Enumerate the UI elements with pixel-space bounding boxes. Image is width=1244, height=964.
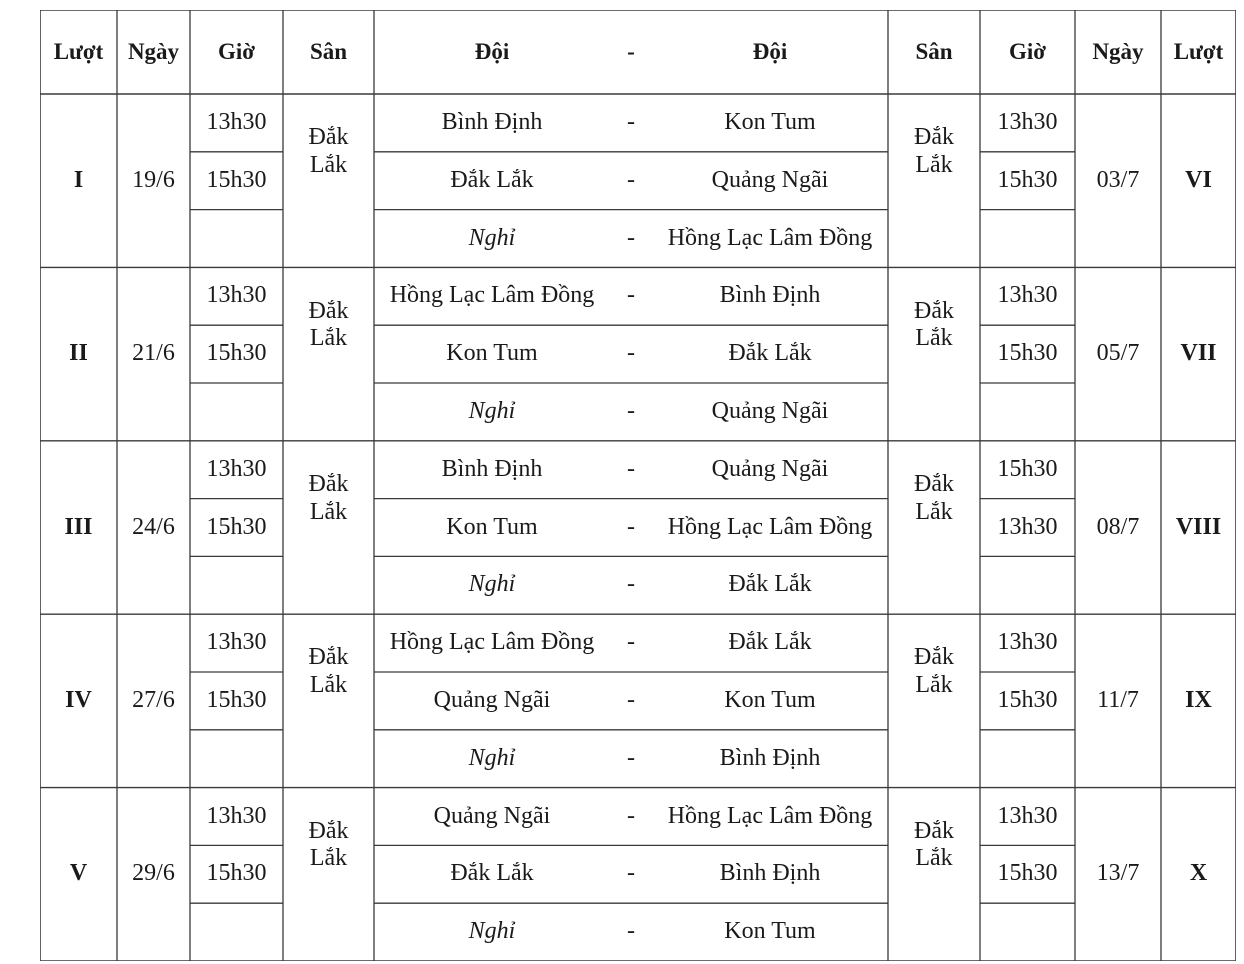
return-round-number: IX — [1185, 687, 1212, 714]
venue-line-2: Lắk — [309, 325, 348, 352]
header-venue: Sân — [309, 38, 348, 64]
round-date: 21/6 — [132, 340, 175, 367]
venue — [283, 441, 374, 557]
return-date: 03/7 — [1096, 166, 1140, 193]
match-dash: - — [627, 166, 635, 193]
venue-return-line-1: Đắk — [914, 471, 954, 497]
match-dash: - — [627, 224, 635, 251]
match-dash: - — [627, 571, 635, 598]
round-date: 27/6 — [132, 687, 175, 714]
venue-return — [888, 788, 980, 904]
home-team: Hồng Lạc Lâm Đồng — [389, 282, 595, 309]
round-number: V — [69, 860, 88, 887]
away-team: Bình Định — [719, 860, 821, 887]
return-time: 13h30 — [997, 109, 1058, 136]
rest-label: Nghỉ — [468, 744, 516, 771]
home-team: Kon Tum — [446, 513, 538, 540]
match-dash: - — [627, 744, 635, 771]
venue — [283, 94, 374, 210]
venue-line-2: Lắk — [309, 671, 348, 698]
venue-line-2: Lắk — [309, 498, 348, 525]
away-team: Quảng Ngãi — [711, 455, 829, 482]
venue-return-line-2: Lắk — [915, 498, 953, 525]
match-time: 13h30 — [206, 109, 267, 136]
match-dash: - — [627, 860, 635, 887]
return-time: 13h30 — [997, 513, 1058, 540]
venue — [283, 614, 374, 730]
venue-line-1: Đắk — [308, 644, 349, 671]
return-date: 08/7 — [1096, 513, 1140, 540]
return-time — [980, 903, 1075, 961]
match-dash: - — [627, 918, 635, 945]
venue-return — [888, 267, 980, 383]
venue-return-line-2: Lắk — [915, 845, 953, 872]
return-time: 13h30 — [997, 282, 1058, 309]
venue-line-1: Đắk — [308, 297, 349, 324]
return-time — [980, 210, 1075, 268]
match-dash: - — [627, 513, 635, 540]
venue-return-line-1: Đắk — [914, 297, 954, 324]
match-time: 13h30 — [206, 282, 267, 309]
home-team: Bình Định — [441, 109, 543, 136]
home-team: Kon Tum — [446, 340, 538, 367]
away-team: Kon Tum — [724, 687, 816, 714]
resting-team: Kon Tum — [724, 918, 816, 945]
header-team-away: Đội — [752, 38, 788, 64]
return-time — [980, 383, 1075, 441]
return-time: 15h30 — [997, 455, 1058, 482]
resting-team: Hồng Lạc Lâm Đồng — [667, 224, 873, 251]
venue-line-1: Đắk — [308, 817, 349, 844]
return-time: 15h30 — [997, 166, 1058, 193]
away-team: Hồng Lạc Lâm Đồng — [667, 513, 873, 540]
return-round-number: VI — [1185, 166, 1212, 193]
header-time-return: Giờ — [1008, 38, 1046, 64]
venue-return-line-1: Đắk — [914, 644, 954, 671]
resting-team: Đắk Lắk — [728, 571, 812, 598]
home-team: Hồng Lạc Lâm Đồng — [389, 629, 595, 656]
away-team: Hồng Lạc Lâm Đồng — [667, 802, 873, 829]
round-number: III — [64, 513, 93, 540]
venue-line-1: Đắk — [308, 124, 349, 151]
match-dash: - — [627, 802, 635, 829]
round-date: 19/6 — [132, 166, 175, 193]
away-team: Đắk Lắk — [728, 340, 812, 367]
home-team: Bình Định — [441, 455, 543, 482]
rest-label: Nghỉ — [468, 918, 516, 945]
home-team: Quảng Ngãi — [433, 687, 551, 714]
venue — [283, 788, 374, 904]
match-time — [190, 730, 283, 788]
match-dash: - — [627, 455, 635, 482]
venue — [283, 267, 374, 383]
header-round: Lượt — [53, 38, 104, 64]
match-time: 13h30 — [206, 629, 267, 656]
header-dash: - — [627, 38, 635, 64]
match-time: 15h30 — [206, 860, 267, 887]
resting-team: Bình Định — [719, 744, 821, 771]
header-date-return: Ngày — [1092, 38, 1144, 64]
venue-return-line-1: Đắk — [914, 124, 954, 151]
return-time: 15h30 — [997, 687, 1058, 714]
match-time — [190, 903, 283, 961]
away-team: Bình Định — [719, 282, 821, 309]
return-time — [980, 730, 1075, 788]
match-dash: - — [627, 629, 635, 656]
round-date: 29/6 — [132, 860, 175, 887]
venue-return-line-1: Đắk — [914, 817, 954, 844]
venue-line-2: Lắk — [309, 151, 348, 178]
match-time: 15h30 — [206, 687, 267, 714]
return-time: 15h30 — [997, 340, 1058, 367]
header-time: Giờ — [217, 38, 255, 64]
round-number: IV — [65, 687, 92, 714]
venue-return-line-2: Lắk — [915, 151, 953, 178]
venue-return — [888, 441, 980, 557]
rest-label: Nghỉ — [468, 571, 516, 598]
return-date: 05/7 — [1096, 340, 1140, 367]
round-number: II — [69, 340, 88, 367]
venue-return-line-2: Lắk — [915, 671, 953, 698]
match-time — [190, 556, 283, 614]
round-number: I — [73, 166, 84, 193]
home-team: Đắk Lắk — [450, 166, 534, 193]
match-dash: - — [627, 109, 635, 136]
return-time — [980, 556, 1075, 614]
match-dash: - — [627, 687, 635, 714]
header-date: Ngày — [127, 38, 180, 64]
match-time: 13h30 — [206, 455, 267, 482]
return-round-number: X — [1189, 860, 1208, 887]
rest-label: Nghỉ — [468, 398, 516, 425]
home-team: Quảng Ngãi — [433, 802, 551, 829]
return-time: 13h30 — [997, 802, 1058, 829]
away-team: Quảng Ngãi — [711, 166, 829, 193]
match-dash: - — [627, 398, 635, 425]
match-time: 15h30 — [206, 513, 267, 540]
match-dash: - — [627, 282, 635, 309]
header-team-home: Đội — [474, 38, 510, 64]
rest-label: Nghỉ — [468, 224, 516, 251]
header-venue-return: Sân — [915, 38, 953, 64]
resting-team: Quảng Ngãi — [711, 398, 829, 425]
venue-return — [888, 614, 980, 730]
venue-line-2: Lắk — [309, 845, 348, 872]
schedule-table — [40, 10, 1236, 961]
return-date: 13/7 — [1096, 860, 1140, 887]
venue-line-1: Đắk — [308, 471, 349, 497]
away-team: Kon Tum — [724, 109, 816, 136]
away-team: Đắk Lắk — [728, 629, 812, 656]
return-time: 13h30 — [997, 629, 1058, 656]
venue-return — [888, 94, 980, 210]
match-time — [190, 383, 283, 441]
match-time: 15h30 — [206, 340, 267, 367]
return-time: 15h30 — [997, 860, 1058, 887]
home-team: Đắk Lắk — [450, 860, 534, 887]
round-date: 24/6 — [132, 513, 175, 540]
return-date: 11/7 — [1097, 687, 1139, 714]
header-round-return: Lượt — [1173, 38, 1224, 64]
match-time — [190, 210, 283, 268]
return-round-number: VIII — [1175, 513, 1222, 540]
match-time: 15h30 — [206, 166, 267, 193]
match-dash: - — [627, 340, 635, 367]
venue-return-line-2: Lắk — [915, 325, 953, 352]
return-round-number: VII — [1180, 340, 1217, 367]
match-time: 13h30 — [206, 802, 267, 829]
